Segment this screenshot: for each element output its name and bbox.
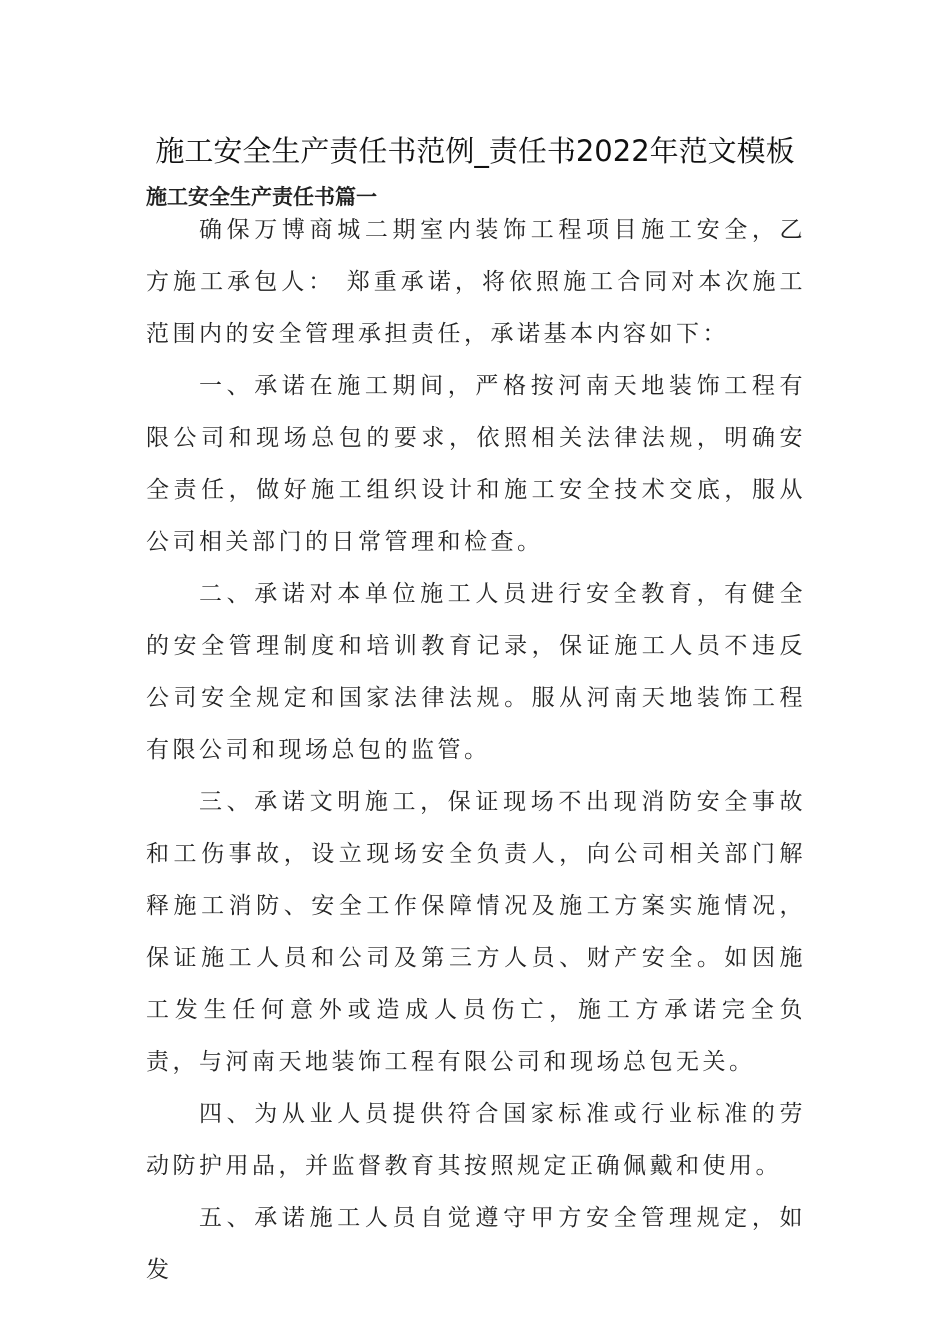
paragraph-intro: 确保万博商城二期室内装饰工程项目施工安全，乙方施工承包人： 郑重承诺，将依照施工合同对本次施工范围内的安全管理承担责任，承诺基本内容如下：	[146, 217, 806, 347]
paragraph-item-2: 二、承诺对本单位施工人员进行安全教育，有健全的安全管理制度和培训教育记录，保证施工人员不违反公司安全规定和国家法律法规。服从河南天地装饰工程有限公司和现场总包的监管。	[146, 581, 806, 763]
paragraph-item-1: 一、承诺在施工期间，严格按河南天地装饰工程有限公司和现场总包的要求，依照相关法律法规，明确安全责任，做好施工组织设计和施工安全技术交底，服从公司相关部门的日常管理和检查。	[146, 373, 806, 555]
document-body	[146, 204, 806, 1296]
section-heading: 施工安全生产责任书篇一	[146, 184, 377, 209]
paragraph-item-4: 四、为从业人员提供符合国家标准或行业标准的劳动防护用品，并监督教育其按照规定正确佩戴和使用。	[146, 1101, 806, 1179]
paragraph-item-5: 五、承诺施工人员自觉遵守甲方安全管理规定，如发	[146, 1205, 806, 1283]
paragraph-item-3: 三、承诺文明施工，保证现场不出现消防安全事故和工伤事故，设立现场安全负责人，向公司相关部门解释施工消防、安全工作保障情况及施工方案实施情况，保证施工人员和公司及第三方人员、财产安全。如因施工发生任何意外或造成人员伤亡，施工方承诺完全负责，与河南天地装饰工程有限公司和现场总包无关。	[146, 789, 806, 1075]
document-title: 施工安全生产责任书范例_责任书2022年范文模板	[155, 134, 795, 168]
